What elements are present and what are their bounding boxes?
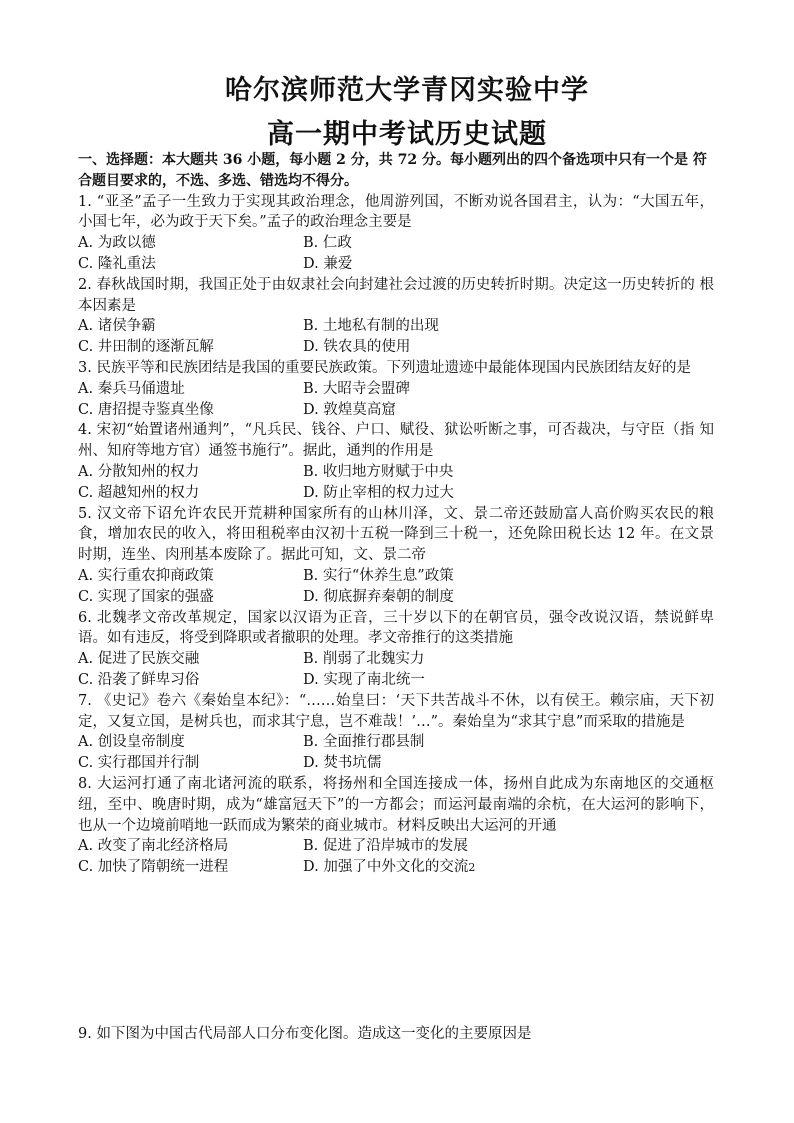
option-c: C. 实行郡国并行制 (78, 755, 200, 772)
option-a: A. 促进了民族交融 (78, 651, 200, 668)
option-b: B. 削弱了北魏实力 (303, 651, 425, 668)
options-grid (78, 316, 714, 358)
option-c: C. 加快了隋朝统一进程 (78, 859, 229, 876)
option-c: C. 隆礼重法 (78, 255, 156, 272)
option-d: D. 彻底摒弃秦朝的制度 (303, 588, 454, 605)
exam-content (78, 150, 714, 879)
option-a: A. 改变了南北经济格局 (78, 838, 229, 855)
option-a: A. 秦兵马俑遗址 (78, 380, 185, 397)
option-b: B. 大昭寺会盟碑 (303, 380, 410, 397)
question-stem: 5. 汉文帝下诏允许农民开荒耕种国家所有的山林川泽，文、景二帝还鼓励富人高价购买农民的粮 食，增加农民的收入，将田租税率由汉初十五税一降到三十税一，还免除田税长达 12 年。在文景时期，连坐、肉刑基本废除了。据此可知，文、景二帝 (78, 505, 714, 564)
question-4 (78, 420, 714, 503)
school-title: 哈尔滨师范大学青冈实验中学 (225, 75, 589, 106)
question-6 (78, 608, 714, 691)
options-grid (78, 233, 714, 275)
options-grid (78, 836, 714, 879)
question-1 (78, 192, 714, 275)
option-d: D. 焚书坑儒 (303, 755, 382, 772)
option-c: C. 井田制的逐渐瓦解 (78, 339, 214, 356)
options-grid (78, 462, 714, 504)
option-c: C. 唐招提寺鉴真坐像 (78, 401, 214, 418)
question-stem: 7. 《史记》卷六《秦始皇本纪》：“……始皇曰：‘天下共苦战斗不休，以有侯王。赖宗庙，天下初 定，又复立国，是树兵也，而求其宁息，岂不难哉！’…”。秦始皇为“求其宁息”而采取的措施是 (78, 692, 714, 730)
option-c: C. 沿袭了鲜卑习俗 (78, 671, 200, 688)
option-a: A. 分散知州的权力 (78, 463, 200, 480)
options-grid (78, 649, 714, 691)
question-stem: 4. 宋初“始置诸州通判”，“凡兵民、钱谷、户口、赋役、狱讼听断之事，可否裁决，与守臣（指 知州、知府等地方官）通签书施行”。据此，通判的作用是 (78, 422, 714, 460)
question-stem: 2. 春秋战国时期，我国正处于由奴隶社会向封建社会过渡的历史转折时期。决定这一历史转折的 根本因素是 (78, 276, 714, 314)
options-grid (78, 566, 714, 608)
question-stem: 6. 北魏孝文帝改革规定，国家以汉语为正音，三十岁以下的在朝官员，强令改说汉语，禁说鲜卑 语。如有违反，将受到降职或者撤职的处理。孝文帝推行的这类措施 (78, 609, 714, 647)
options-grid (78, 732, 714, 774)
option-d-with-page-number (303, 857, 714, 879)
question-5 (78, 504, 714, 608)
question-stem: 3. 民族平等和民族团结是我国的重要民族政策。下列遗址遗迹中最能体现国内民族团结友好的是 (78, 359, 691, 376)
option-a: A. 创设皇帝制度 (78, 734, 185, 751)
option-b: B. 实行“休养生息”政策 (303, 567, 454, 584)
option-c: C. 实现了国家的强盛 (78, 588, 214, 605)
options-grid (78, 379, 714, 421)
option-c: C. 超越知州的权力 (78, 484, 200, 501)
question-8 (78, 774, 714, 879)
question-9-stem: 9. 如下图为中国古代局部人口分布变化图。造成这一变化的主要原因是 (78, 1026, 532, 1042)
option-b: B. 全面推行郡县制 (303, 734, 425, 751)
option-b: B. 土地私有制的出现 (303, 318, 439, 335)
exam-title: 高一期中考试历史试题 (267, 119, 547, 150)
page-number: 2 (468, 861, 476, 875)
option-d: D. 加强了中外文化的交流 (303, 859, 469, 876)
option-d: D. 铁农具的使用 (303, 339, 411, 356)
question-stem: 8. 大运河打通了南北诸河流的联系，将扬州和全国连接成一体，扬州自此成为东南地区的交通枢 纽，至中、晚唐时期，成为“雄富冠天下”的一方都会；而运河最南端的余杭，在大运河的影响下， 也从一个边境前哨地一跃而成为繁荣的商业城市。材料反映出大运河的开通 (78, 775, 714, 834)
option-d: D. 防止宰相的权力过大 (303, 484, 454, 501)
option-b: B. 仁政 (303, 235, 352, 252)
option-b: B. 促进了沿岸城市的发展 (303, 838, 468, 855)
question-3 (78, 358, 714, 420)
option-a: A. 为政以德 (78, 235, 156, 252)
question-7 (78, 691, 714, 774)
option-a: A. 实行重农抑商政策 (78, 567, 214, 584)
option-d: D. 敦煌莫高窟 (303, 401, 396, 418)
option-d: D. 兼爱 (303, 255, 353, 272)
option-a: A. 诸侯争霸 (78, 318, 156, 335)
question-2 (78, 275, 714, 358)
option-d: D. 实现了南北统一 (303, 671, 425, 688)
section-heading: 一、选择题：本大题共 36 小题，每小题 2 分，共 72 分。每小题列出的四个备选项中只有一个是 符合题目要求的，不选、多选、错选均不得分。 (78, 152, 707, 189)
option-b: B. 收归地方财赋于中央 (303, 463, 454, 480)
question-stem: 1. “亚圣”孟子一生致力于实现其政治理念，他周游列国，不断劝说各国君主，认为：“大国五年， 小国七年，必为政于天下矣。”孟子的政治理念主要是 (78, 193, 714, 231)
